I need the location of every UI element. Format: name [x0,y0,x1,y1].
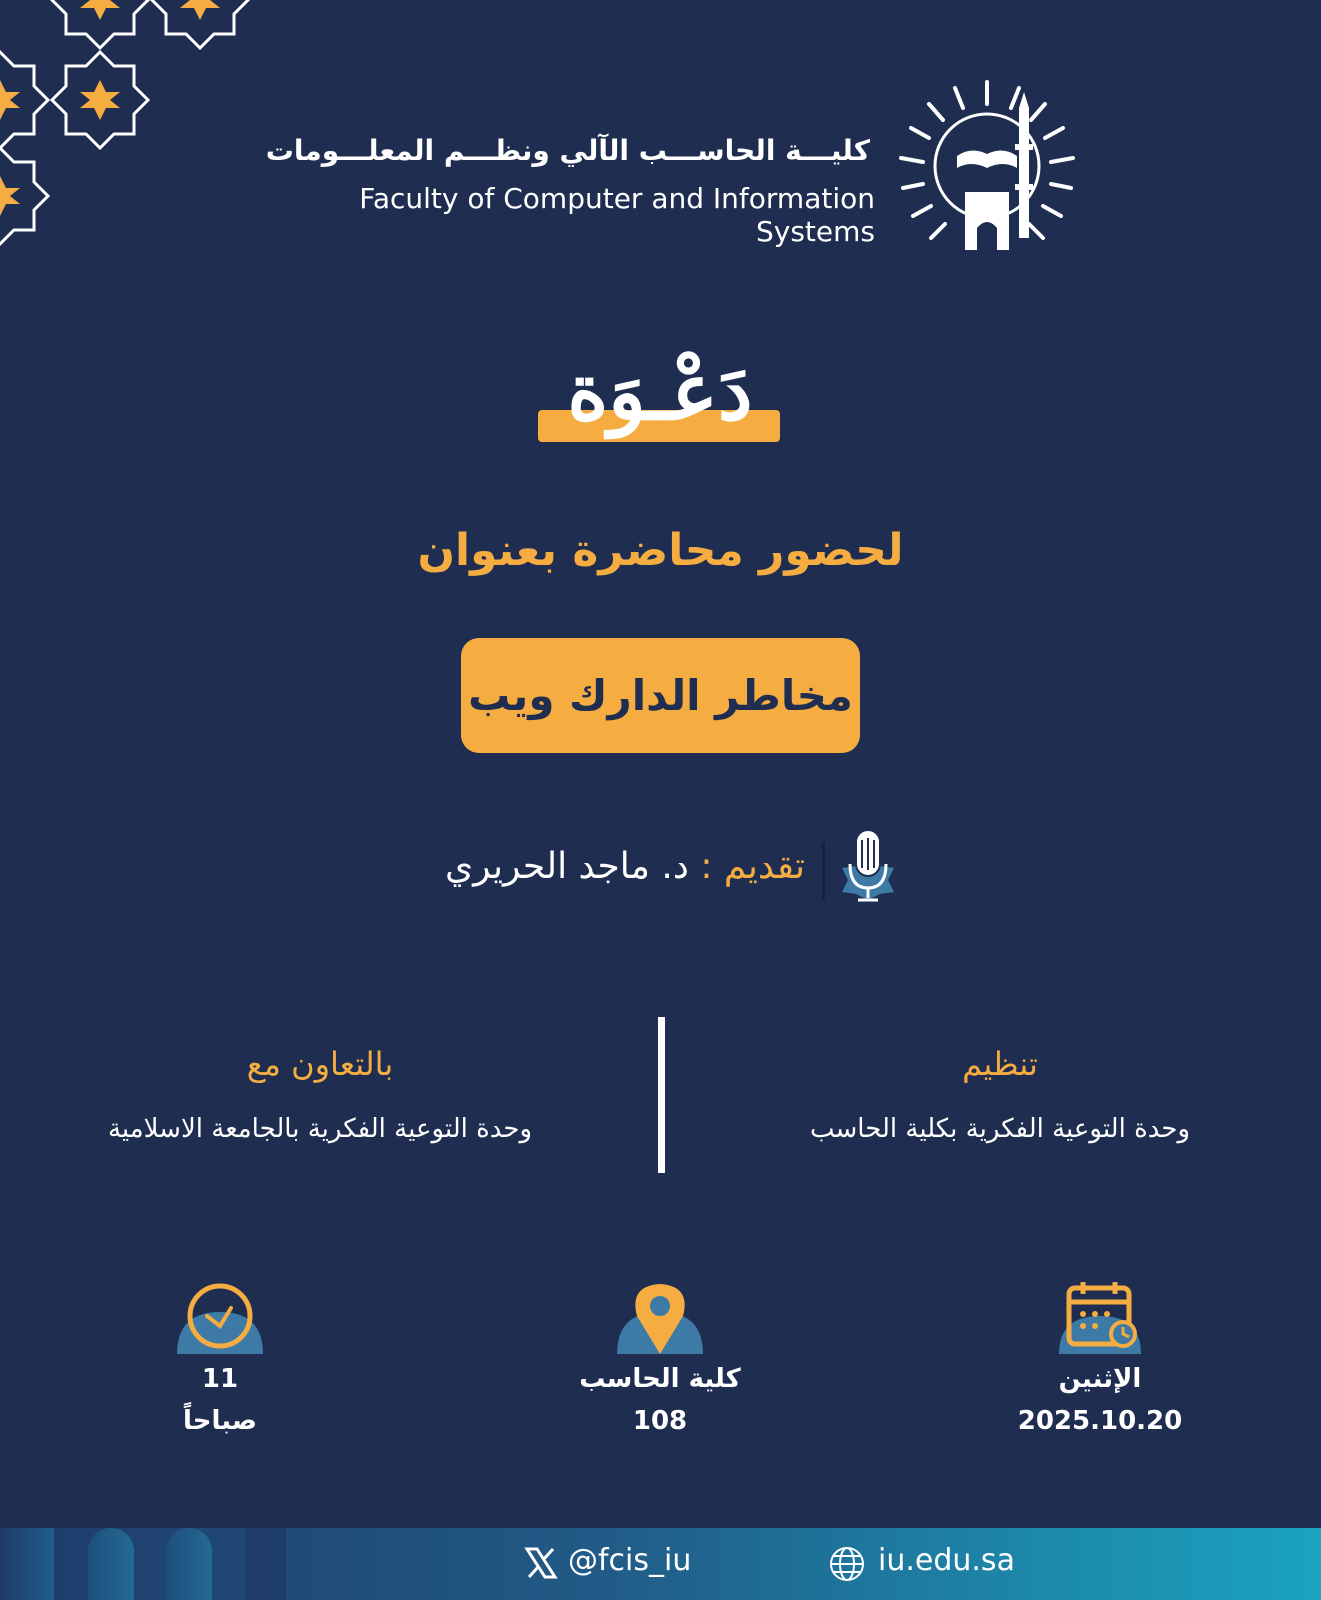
footer-stripe-2 [88,1528,134,1600]
clock-icon [175,1282,265,1354]
footer-stripe-1 [0,1528,54,1600]
globe-icon[interactable] [829,1546,865,1582]
organizers-divider [658,1017,665,1173]
university-logo [895,74,1080,259]
islamic-pattern-decoration [0,0,260,250]
collaboration-title: بالتعاون مع [246,1045,394,1083]
event-room: 108 [632,1406,688,1436]
event-time: 11 [201,1364,239,1394]
website-link[interactable]: iu.edu.sa [878,1543,1015,1578]
lecture-intro-text: لحضور محاضرة بعنوان [417,525,904,576]
faculty-name-arabic: كليـــة الحاســـب الآلي ونظـــم المعلـــومات [265,134,870,167]
microphone-icon [838,826,898,908]
calendar-icon [1055,1282,1145,1354]
footer-stripe-4 [246,1528,286,1600]
presenter-name: د. ماجد الحريري [444,846,689,887]
lecture-title: مخاطر الدارك ويب [468,671,853,720]
event-day: الإثنين [1058,1364,1142,1394]
x-twitter-icon[interactable] [524,1546,558,1580]
presenter-divider [822,842,825,900]
organized-by-title: تنظيم [962,1045,1038,1083]
event-time-period: صباحاً [182,1406,257,1436]
invitation-word: دَعْـوَة [567,347,753,438]
presenter-line [400,846,805,887]
event-location: كلية الحاسب [579,1364,741,1394]
location-pin-icon [615,1282,705,1354]
collaboration-unit: وحدة التوعية الفكرية بالجامعة الاسلامية [107,1114,533,1144]
presenter-label: تقديم : [688,846,805,887]
invitation-heading [520,340,800,450]
footer-stripe-3 [166,1528,212,1600]
event-date: 2025.10.20 [1017,1406,1183,1436]
twitter-handle-link[interactable]: @fcis_iu [568,1543,692,1578]
organized-by-unit: وحدة التوعية الفكرية بكلية الحاسب [809,1114,1190,1144]
faculty-name-english: Faculty of Computer and Information Systems [359,182,875,248]
lecture-title-badge [461,638,860,753]
